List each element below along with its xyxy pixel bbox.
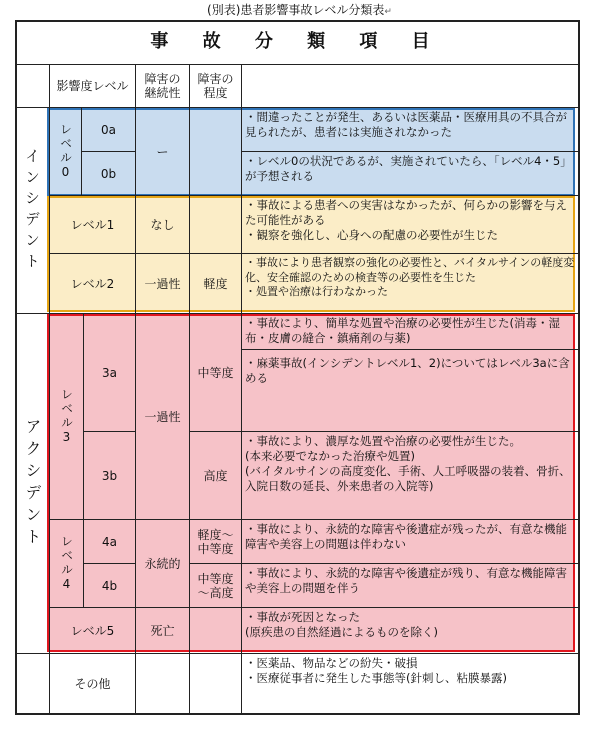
degree-0 [190, 108, 242, 196]
caption-text: (別表)患者影響事故レベル分類表 [207, 3, 385, 17]
category-incident: インシデント [15, 108, 50, 314]
continuity-1: なし [136, 196, 190, 254]
category-other: その他 [50, 654, 136, 715]
return-mark-icon: ↵ [384, 7, 392, 17]
group-level0: レベル0 [50, 108, 82, 196]
group-level3: レベル3 [50, 314, 84, 520]
table-caption [0, 0, 599, 22]
continuity-3: 一過性 [136, 314, 190, 520]
degree-3b: 高度 [190, 432, 242, 520]
continuity-other [136, 654, 190, 715]
desc-1: ・事故による患者への実害はなかったが、何らかの影響を与えた可能性がある ・観察を強化し、心身への配慮の必要性が生じた [242, 196, 580, 254]
table-title: 事 故 分 類 項 目 [15, 20, 580, 65]
group-level4: レベル4 [50, 520, 84, 608]
level-0b: 0b [82, 152, 136, 196]
continuity-5: 死亡 [136, 608, 190, 654]
desc-0b: ・レベル0の状況であるが、実施されていたら、「レベル4・5」が予想される [242, 152, 580, 196]
continuity-2: 一過性 [136, 254, 190, 314]
continuity-0: ー [136, 108, 190, 196]
category-other-blank [15, 654, 50, 715]
category-accident: アクシデント [15, 314, 50, 654]
header-level: 影響度レベル [50, 65, 136, 108]
header-degree: 障害の程度 [190, 65, 242, 108]
level-2: レベル2 [50, 254, 136, 314]
level-5: レベル5 [50, 608, 136, 654]
level-3b: 3b [84, 432, 136, 520]
continuity-4: 永続的 [136, 520, 190, 608]
desc-4b: ・事故により、永続的な障害や後遺症が残り、有意な機能障害や美容上の問題を伴う [242, 564, 580, 608]
degree-1 [190, 196, 242, 254]
desc-2: ・事故により患者観察の強化の必要性と、バイタルサインの軽度変化、安全確認のための検査等の必要性を生じた ・処置や治療は行わなかった [242, 254, 580, 314]
header-continuity: 障害の継続性 [136, 65, 190, 108]
desc-5: ・事故が死因となった (原疾患の自然経過によるものを除く) [242, 608, 580, 654]
degree-4b: 中等度～高度 [190, 564, 242, 608]
incident-level-table [15, 20, 580, 715]
level-0a: 0a [82, 108, 136, 152]
desc-other: ・医薬品、物品などの紛失・破損 ・医療従事者に発生した事態等(針刺し、粘膜暴露) [242, 654, 580, 715]
degree-3a: 中等度 [190, 314, 242, 432]
desc-0a: ・間違ったことが発生、あるいは医薬品・医療用具の不具合が見られたが、患者には実施されなかった [242, 108, 580, 152]
level-4b: 4b [84, 564, 136, 608]
desc-3a-2: ・麻薬事故(インシデントレベル1、2)についてはレベル3aに含める [242, 350, 580, 432]
header-description [242, 65, 580, 108]
degree-2: 軽度 [190, 254, 242, 314]
level-3a: 3a [84, 314, 136, 432]
degree-other [190, 654, 242, 715]
desc-3b: ・事故により、濃厚な処置や治療の必要性が生じた。 (本来必要でなかった治療や処置) (バイタルサインの高度変化、手術、人工呼吸器の装着、骨折、入院日数の延長、外来患者の入院等) [242, 432, 580, 520]
desc-3a-1: ・事故により、簡単な処置や治療の必要性が生じた(消毒・湿布・皮膚の縫合・鎮痛剤の与薬) [242, 314, 580, 350]
degree-5 [190, 608, 242, 654]
header-blank [15, 65, 50, 108]
level-4a: 4a [84, 520, 136, 564]
level-1: レベル1 [50, 196, 136, 254]
degree-4a: 軽度～中等度 [190, 520, 242, 564]
desc-4a: ・事故により、永続的な障害や後遺症が残ったが、有意な機能障害や美容上の問題は伴わない [242, 520, 580, 564]
